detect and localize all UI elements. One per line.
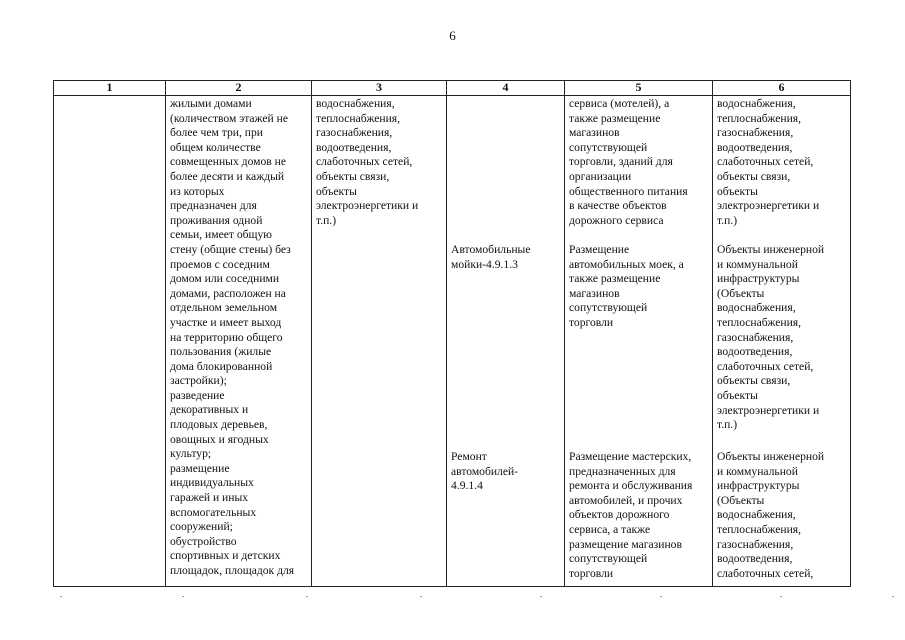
use-type-car-wash: Автомобильные мойки-4.9.1.3 [451,243,531,271]
cell-col4 [447,96,565,587]
infrastructure-text-2: Объекты инженерной и коммунальной инфраструктуры (Объекты водоснабжения, теплоснабжения, газоснабжения, водоотведения, слаботочных сетей, объекты связи, объекты электроэнергетики и т.п.) [717,243,825,432]
use-description-car-wash: Размещение автомобильных моек, а также размещение магазинов сопутствующей торговли [569,243,684,329]
column-header-5: 5 [565,81,713,96]
cell-col3 [312,96,447,587]
table-header-row [54,81,851,96]
cell-col5 [565,96,713,587]
use-type-car-repair: Ремонт автомобилей- 4.9.1.4 [451,450,519,493]
cell-col1 [54,96,166,587]
infrastructure-text-3: Объекты инженерной и коммунальной инфраструктуры (Объекты водоснабжения, теплоснабжения, газоснабжения, водоотведения, слаботочных сетей, [717,450,825,580]
column-header-1: 1 [54,81,166,96]
land-use-table [53,80,851,587]
use-description-car-repair: Размещение мастерских, предназначенных для ремонта и обслуживания автомобилей, и прочих объектов дорожного сервиса, а также размещение магазинов сопутствующей торговли [569,450,693,580]
cell-col6 [713,96,851,587]
table-row [54,96,851,587]
use-description-road-service: сервиса (мотелей), а также размещение магазинов сопутствующей торговли, зданий для организации общественного питания в качестве объектов дорожного сервиса [569,97,688,227]
column-header-6: 6 [713,81,851,96]
page-number: 6 [449,28,456,43]
scan-artifact-dots [0,596,905,606]
column-header-4: 4 [447,81,565,96]
auxiliary-objects-text: водоснабжения, теплоснабжения, газоснабжения, водоотведения, слаботочных сетей, объекты связи, объекты электроэнергетики и т.п.) [316,97,419,227]
column-header-3: 3 [312,81,447,96]
permitted-use-description: жилыми домами (количеством этажей не более чем три, при общем количестве совмещенных домов не более десяти и каждый из которых предназначен для проживания одной семьи, имеет общую стену (общие стены) без проемов с соседним домом или соседними домами, расположен на отдельном земельном участке и имеет выход на территорию общего пользования (жилые дома блокированной застройки); разведение декоративных и плодовых деревьев, овощных и ягодных культур; размещение индивидуальных гаражей и иных вспомогательных сооружений; обустройство спортивных и детских площадок, площадок для [170,97,295,577]
cell-col2 [166,96,312,587]
infrastructure-text-1: водоснабжения, теплоснабжения, газоснабжения, водоотведения, слаботочных сетей, объекты связи, объекты электроэнергетики и т.п.) [717,97,820,227]
column-header-2: 2 [166,81,312,96]
